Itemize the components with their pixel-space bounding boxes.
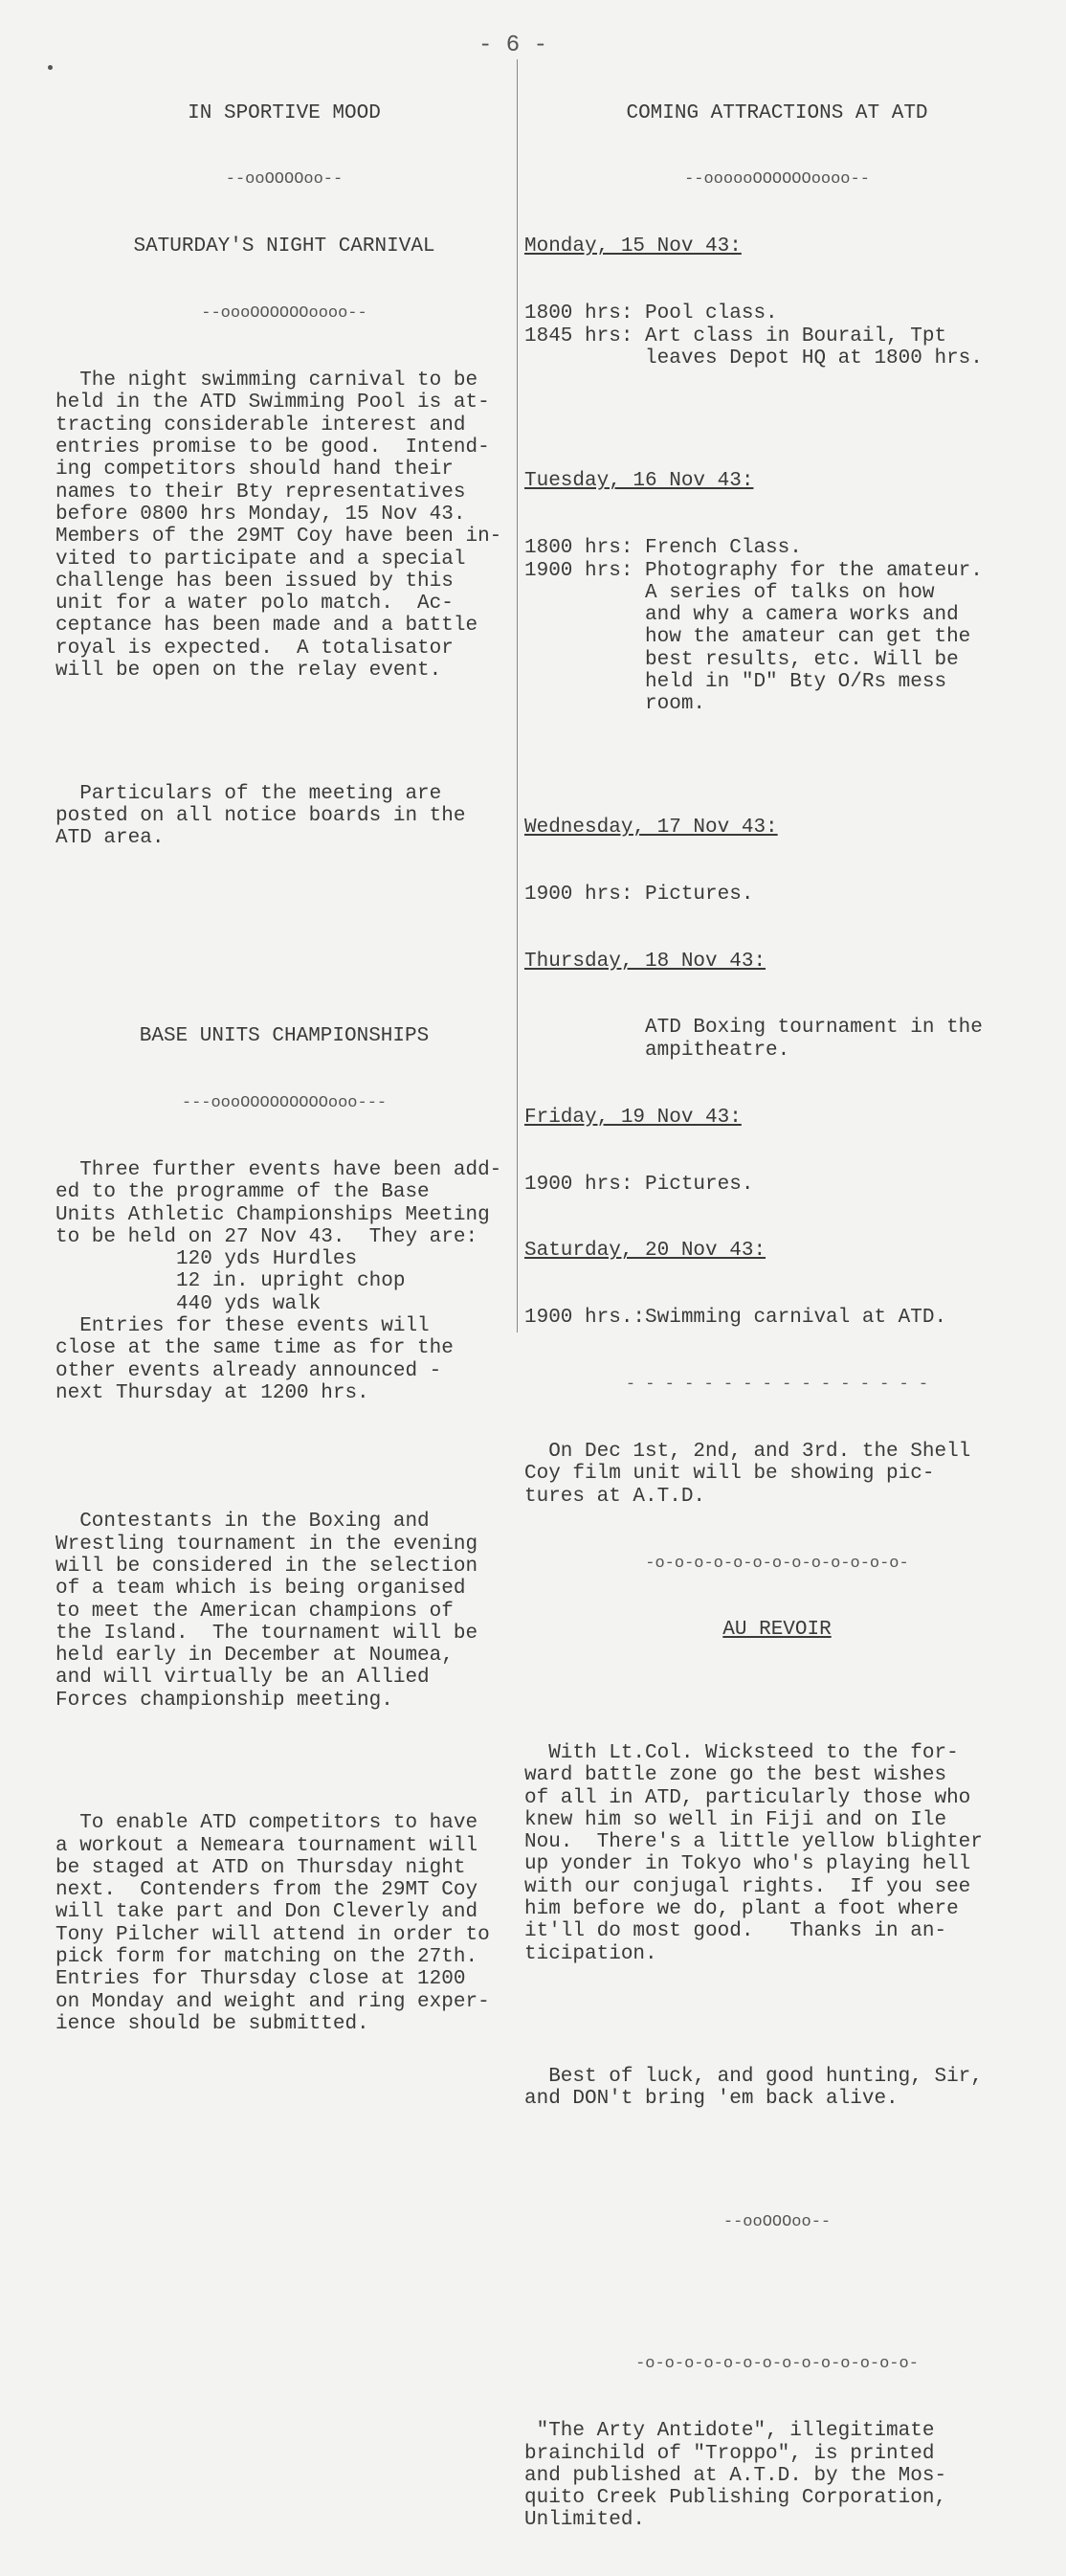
text-line: Best of luck, and good hunting, Sir, bbox=[524, 2066, 983, 2089]
text-line: Tony Pilcher will attend in order to bbox=[56, 1923, 490, 1946]
ornament: -o-o-o-o-o-o-o-o-o-o-o-o-o-o- bbox=[635, 2355, 919, 2374]
text-line: of a team which is being organised bbox=[56, 1578, 466, 1601]
text-line: be staged at ATD on Thursday night bbox=[56, 1856, 466, 1879]
text-line: and published at A.T.D. by the Mos- bbox=[524, 2464, 947, 2487]
text-line: held early in December at Noumea, bbox=[56, 1645, 454, 1668]
text-line: ticipation. bbox=[524, 1942, 657, 1965]
text-line: him before we do, plant a foot where bbox=[524, 1898, 959, 1921]
text-line: Wrestling tournament in the evening bbox=[56, 1533, 478, 1556]
day-monday: Monday, 15 Nov 43: bbox=[524, 235, 742, 258]
text-line: room. bbox=[524, 693, 706, 716]
colophon bbox=[524, 2420, 1030, 2531]
text-line: A series of talks on how bbox=[524, 581, 935, 604]
page-number: - 6 - bbox=[478, 33, 548, 58]
text-line: royal is expected. A totalisator bbox=[56, 637, 454, 660]
text-line: On Dec 1st, 2nd, and 3rd. the Shell bbox=[524, 1441, 971, 1464]
text-line: pick form for matching on the 27th. bbox=[56, 1946, 478, 1969]
spacer bbox=[524, 414, 1030, 426]
text-line: 1900 hrs: Pictures. bbox=[524, 883, 754, 906]
text-line: 120 yds Hurdles bbox=[56, 1248, 358, 1271]
spacer bbox=[524, 2278, 1030, 2309]
text-line: Members of the 29MT Coy have been in- bbox=[56, 526, 502, 549]
paragraph-farewell bbox=[524, 1742, 1030, 1965]
text-line: on Monday and weight and ring exper- bbox=[56, 1990, 490, 2013]
text-line: ing competitors should hand their bbox=[56, 459, 454, 482]
spacer bbox=[524, 1686, 1030, 1697]
heading-sportive-mood: IN SPORTIVE MOOD bbox=[188, 101, 381, 124]
text-line: ience should be submitted. bbox=[56, 2012, 369, 2035]
text-line: close at the same time as for the bbox=[56, 1337, 454, 1360]
ornament: ---oooOOOOOOOOOooo--- bbox=[181, 1094, 388, 1113]
text-line: Contestants in the Boxing and bbox=[56, 1511, 430, 1534]
spacer bbox=[524, 2155, 1030, 2166]
schedule-thursday bbox=[524, 1017, 1030, 1062]
text-line: ceptance has been made and a battle bbox=[56, 615, 478, 638]
text-line: Entries for Thursday close at 1200 bbox=[56, 1968, 466, 1991]
text-line: next Thursday at 1200 hrs. bbox=[56, 1381, 369, 1404]
text-line: Entries for these events will bbox=[56, 1315, 430, 1338]
text-line: To enable ATD competitors to have bbox=[56, 1812, 478, 1835]
text-line: other events already announced - bbox=[56, 1359, 442, 1382]
text-line: tracting considerable interest and bbox=[56, 414, 466, 437]
text-line: Units Athletic Championships Meeting bbox=[56, 1203, 490, 1226]
text-line: before 0800 hrs Monday, 15 Nov 43. bbox=[56, 503, 466, 526]
ornament: --oooooOOOOOOoooo-- bbox=[684, 170, 870, 190]
text-line: will be open on the relay event. bbox=[56, 660, 442, 683]
text-line: and will virtually be an Allied bbox=[56, 1667, 430, 1690]
column-divider bbox=[517, 59, 518, 1333]
schedule-friday bbox=[524, 1174, 1030, 1196]
text-line: best results, etc. Will be bbox=[524, 648, 959, 671]
schedule-saturday bbox=[524, 1307, 1030, 1329]
text-line: names to their Bty representatives bbox=[56, 481, 466, 504]
dash-separator: - - - - - - - - - - - - - - - - bbox=[625, 1376, 929, 1395]
right-column bbox=[524, 57, 1030, 2576]
left-column bbox=[56, 57, 513, 2080]
margin-dot bbox=[48, 65, 53, 70]
text-line: it'll do most good. Thanks in an- bbox=[524, 1920, 947, 1943]
text-line: The night swimming carnival to be bbox=[56, 370, 478, 392]
text-line: challenge has been issued by this bbox=[56, 570, 454, 593]
schedule-monday bbox=[524, 302, 1030, 370]
text-line: quito Creek Publishing Corporation, bbox=[524, 2487, 947, 2510]
text-line: entries promise to be good. Intend- bbox=[56, 437, 490, 459]
text-line: 1900 hrs: Pictures. bbox=[524, 1173, 754, 1196]
text-line: "The Arty Antidote", illegitimate bbox=[524, 2420, 935, 2443]
paragraph-luck bbox=[524, 2066, 1030, 2111]
text-line: Particulars of the meeting are bbox=[56, 782, 442, 805]
text-line: vited to participate and a special bbox=[56, 548, 466, 571]
heading-carnival: SATURDAY'S NIGHT CARNIVAL bbox=[133, 235, 435, 258]
schedule-wednesday bbox=[524, 884, 1030, 906]
text-line: 1900 hrs: Photography for the amateur. bbox=[524, 559, 983, 582]
text-line: with our conjugal rights. If you see bbox=[524, 1875, 971, 1898]
text-line: With Lt.Col. Wicksteed to the for- bbox=[524, 1741, 959, 1764]
text-line: 1800 hrs: French Class. bbox=[524, 537, 802, 560]
text-line: knew him so well in Fiji and on Ile bbox=[524, 1808, 947, 1831]
text-line: brainchild of "Troppo", is printed bbox=[524, 2442, 935, 2465]
text-line: 1845 hrs: Art class in Bourail, Tpt bbox=[524, 325, 947, 347]
text-line: the Island. The tournament will be bbox=[56, 1622, 478, 1645]
text-line: ward battle zone go the best wishes bbox=[524, 1764, 947, 1787]
text-line: will be considered in the selection bbox=[56, 1556, 478, 1578]
spacer bbox=[524, 760, 1030, 772]
paragraph-shell bbox=[524, 1441, 1030, 1508]
text-line: tures at A.T.D. bbox=[524, 1485, 706, 1508]
text-line: next. Contenders from the 29MT Coy bbox=[56, 1879, 478, 1902]
text-line: ATD area. bbox=[56, 827, 165, 850]
text-line: Unlimited. bbox=[524, 2509, 646, 2532]
day-saturday: Saturday, 20 Nov 43: bbox=[524, 1240, 766, 1263]
spacer bbox=[56, 1757, 513, 1768]
text-line: ampitheatre. bbox=[524, 1039, 790, 1062]
text-line: up yonder in Tokyo who's playing hell bbox=[524, 1853, 971, 1876]
text-line: ATD Boxing tournament in the bbox=[524, 1017, 983, 1040]
schedule-tuesday bbox=[524, 537, 1030, 715]
paragraph-particulars bbox=[56, 783, 513, 850]
text-line: a workout a Nemeara tournament will bbox=[56, 1834, 478, 1857]
ornament: --ooOOOOoo-- bbox=[225, 170, 344, 190]
heading-base-units: BASE UNITS CHAMPIONSHIPS bbox=[139, 1025, 430, 1048]
ornament: --oooOOOOOOoooo-- bbox=[201, 304, 367, 324]
paragraph-events bbox=[56, 1159, 513, 1404]
text-line: Forces championship meeting. bbox=[56, 1689, 393, 1712]
paragraph-boxing bbox=[56, 1511, 513, 1712]
text-line: Nou. There's a little yellow blighter bbox=[524, 1831, 983, 1854]
text-line: held in the ATD Swimming Pool is at- bbox=[56, 392, 490, 414]
text-line: how the amateur can get the bbox=[524, 626, 971, 649]
spacer bbox=[56, 894, 513, 925]
spacer bbox=[56, 727, 513, 738]
text-line: to be held on 27 Nov 43. They are: bbox=[56, 1225, 478, 1248]
text-line: 12 in. upright chop bbox=[56, 1270, 406, 1293]
text-line: and DON't bring 'em back alive. bbox=[524, 2088, 899, 2111]
text-line: will take part and Don Cleverly and bbox=[56, 1901, 478, 1924]
text-line: of all in ATD, particularly those who bbox=[524, 1786, 971, 1809]
day-thursday: Thursday, 18 Nov 43: bbox=[524, 950, 766, 973]
text-line: unit for a water polo match. Ac- bbox=[56, 593, 454, 616]
spacer bbox=[524, 2010, 1030, 2022]
spacer bbox=[56, 1449, 513, 1467]
day-wednesday: Wednesday, 17 Nov 43: bbox=[524, 816, 778, 839]
text-line: Three further events have been add- bbox=[56, 1158, 502, 1181]
text-line: 440 yds walk bbox=[56, 1292, 322, 1315]
ornament: --ooOOOoo-- bbox=[722, 2212, 832, 2231]
day-friday: Friday, 19 Nov 43: bbox=[524, 1106, 742, 1129]
spacer bbox=[56, 970, 513, 981]
paragraph-workout bbox=[56, 1812, 513, 2035]
ornament: -o-o-o-o-o-o-o-o-o-o-o-o-o- bbox=[645, 1554, 909, 1573]
heading-coming-attractions: COMING ATTRACTIONS AT ATD bbox=[626, 101, 928, 124]
text-line: to meet the American champions of bbox=[56, 1600, 454, 1623]
text-line: leaves Depot HQ at 1800 hrs. bbox=[524, 347, 983, 370]
heading-au-revoir: AU REVOIR bbox=[722, 1619, 832, 1642]
text-line: held in "D" Bty O/Rs mess bbox=[524, 671, 947, 694]
text-line: posted on all notice boards in the bbox=[56, 804, 466, 827]
text-line: Coy film unit will be showing pic- bbox=[524, 1463, 935, 1486]
day-tuesday: Tuesday, 16 Nov 43: bbox=[524, 470, 754, 493]
text-line: and why a camera works and bbox=[524, 604, 959, 627]
paragraph-carnival bbox=[56, 370, 513, 682]
text-line: 1800 hrs: Pool class. bbox=[524, 302, 778, 325]
text-line: ed to the programme of the Base bbox=[56, 1181, 430, 1204]
text-line: 1900 hrs.:Swimming carnival at ATD. bbox=[524, 1307, 947, 1330]
